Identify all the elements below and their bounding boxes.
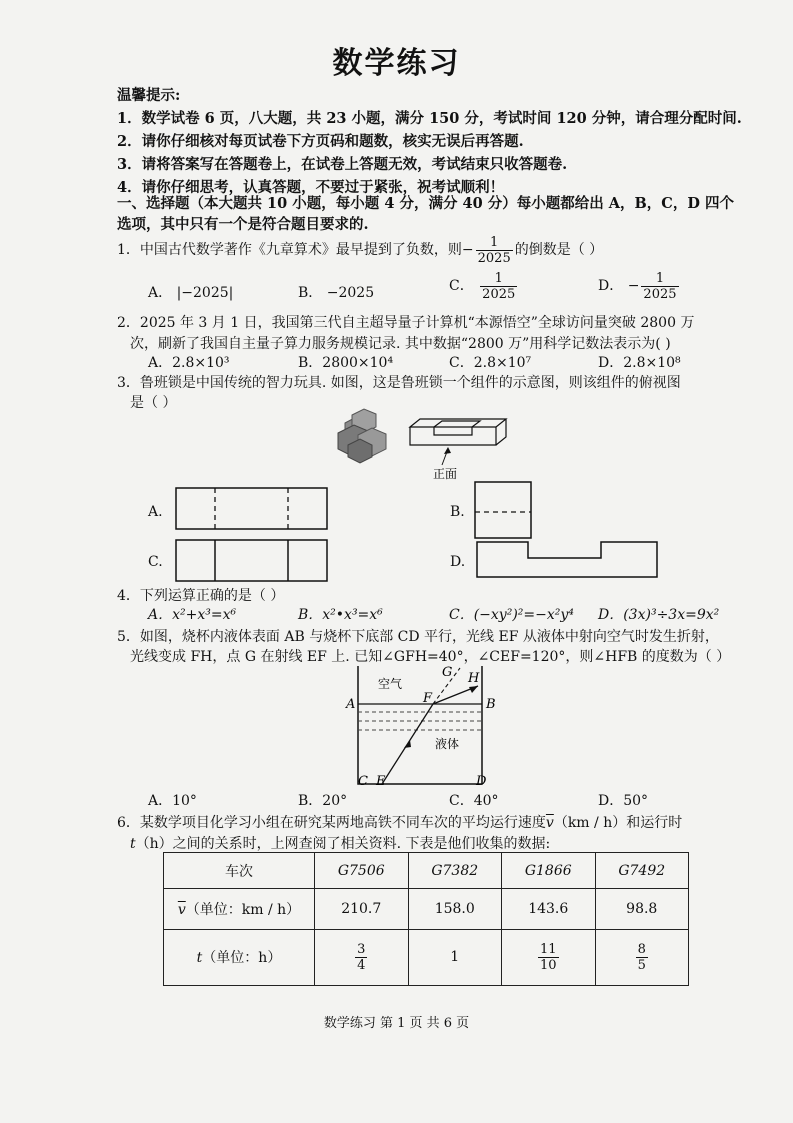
q1-frac-den: 2025 [477, 250, 511, 266]
q4-option-c[interactable]: C．(−xy²)²=−x²y⁴ [449, 607, 574, 623]
q1-option-a[interactable] [148, 282, 233, 302]
q2-line1: 2．2025 年 3 月 1 日，我国第三代自主超导量子计算机“本源悟空”全球访问量突破 2800 万 [117, 315, 695, 331]
q1-d-label: D． [598, 278, 624, 294]
row-t-symbol: t [196, 950, 203, 967]
point-d-label: D [476, 774, 487, 789]
q1-a-value: |−2025| [176, 285, 234, 301]
q3-figure [330, 405, 530, 485]
cell-t-g7492-den: 5 [637, 957, 646, 973]
q6-line1 [117, 812, 682, 832]
q5-line1: 5．如图，烧杯内液体表面 AB 与烧杯下底部 CD 平行，光线 EF 从液体中射向空气时发生折射， [117, 629, 719, 645]
q1-frac-num: 1 [476, 235, 513, 251]
tip-1: 1．数学试卷 6 页，八大题，共 23 小题，满分 150 分，考试时间 120 分钟，请合理分配时间. [117, 110, 742, 127]
ray-ef-arrow [404, 740, 411, 748]
q2-line2: 次，刷新了我国自主量子算力服务规模记录. 其中数据“2800 万”用科学记数法表示为( ) [130, 336, 671, 352]
q3-line2: 是（ ） [130, 395, 177, 411]
cell-t-g7382: 1 [408, 929, 502, 985]
q6-line2 [130, 833, 550, 853]
tips-heading: 温馨提示: [117, 87, 181, 104]
component-3d [410, 419, 506, 445]
q1-b-value: −2025 [326, 285, 375, 301]
q6-data-table [163, 852, 689, 986]
q3-option-a-label[interactable]: A. [148, 504, 163, 520]
q3-option-d-figure[interactable] [476, 539, 661, 581]
tip-4: 4．请你仔细思考，认真答题，不要过于紧张，祝考试顺利！ [117, 179, 505, 196]
cell-t-g1866-den: 10 [539, 957, 557, 973]
header-g1866: G1866 [502, 853, 596, 889]
header-g7382: G7382 [408, 853, 502, 889]
q3-option-c-label[interactable]: C. [148, 554, 163, 570]
table-header-row [164, 853, 689, 889]
q1-c-num: 1 [480, 271, 517, 287]
q2-option-a[interactable]: A．2.8×10³ [148, 355, 230, 371]
cell-v-g7492: 98.8 [595, 889, 689, 929]
row-v-symbol: $\overline{v}$ [177, 901, 186, 918]
q2-option-b[interactable]: B．2800×10⁴ [298, 355, 394, 371]
luban-lock-3d-image [338, 409, 386, 463]
header-train: 车次 [164, 853, 315, 889]
q3-option-c-figure[interactable] [175, 539, 331, 585]
header-g7492: G7492 [595, 853, 689, 889]
cell-t-g7492 [595, 929, 689, 985]
q4-option-d[interactable]: D．(3x)³÷3x=9x² [598, 607, 720, 623]
tip-3: 3．请将答案写在答题卷上，在试卷上答题无效，考试结束只收答题卷. [117, 156, 568, 173]
row-v-label [164, 889, 315, 929]
section1-line1: 一、选择题（本大题共 10 小题，每小题 4 分，满分 40 分）每小题都给出 A，B，C，D 四个 [117, 195, 734, 212]
q1-stem [117, 232, 603, 268]
front-label: 正面 [433, 467, 458, 481]
cell-t-g7506-num: 3 [357, 941, 366, 957]
q2-option-c[interactable]: C．2.8×10⁷ [449, 355, 532, 371]
q6-line2-text: （h）之间的关系时，上网查阅了相关资料. 下表是他们收集的数据: [135, 836, 551, 852]
cell-t-g1866-num: 11 [539, 941, 557, 957]
cell-v-g7506: 210.7 [315, 889, 409, 929]
q3-option-d-label[interactable]: D. [450, 554, 466, 570]
air-label: 空气 [378, 677, 403, 691]
cell-t-g7506-den: 4 [357, 957, 366, 973]
q2-option-d[interactable]: D．2.8×10⁸ [598, 355, 681, 371]
row-t-unit: （单位：h） [202, 950, 282, 967]
q3-option-b-label[interactable]: B. [450, 504, 465, 520]
q1-fraction [476, 235, 513, 266]
point-a-label: A [346, 697, 356, 712]
point-g-label: G [442, 665, 453, 680]
tip-2: 2．请你仔细核对每页试卷下方页码和题数，核实无误后再答题. [117, 133, 524, 150]
q1-d-fraction [641, 271, 678, 302]
liquid-label: 液体 [435, 737, 460, 751]
q6-v-symbol: $\overline{v}$ [545, 815, 554, 831]
liquid-hatch [358, 712, 482, 730]
q1-option-d[interactable] [598, 268, 681, 304]
q4-stem: 4．下列运算正确的是（ ） [117, 588, 285, 604]
cell-t-g7492-num: 8 [637, 941, 646, 957]
q1-option-b[interactable] [298, 282, 374, 302]
q1-stem-text: 1．中国古代数学著作《九章算术》最早提到了负数，则 [117, 242, 462, 258]
q1-d-num: 1 [641, 271, 678, 287]
q3-line1: 3．鲁班锁是中国传统的智力玩具. 如图，这是鲁班锁一个组件的示意图，则该组件的俯视图 [117, 375, 681, 391]
q3-option-b-figure[interactable] [474, 481, 534, 541]
q1-d-neg: − [627, 278, 640, 294]
q1-b-label: B． [298, 285, 323, 301]
cell-v-g1866: 143.6 [502, 889, 596, 929]
q1-neg-sign: − [461, 242, 474, 258]
q6-line1-text: 6．某数学项目化学习小组在研究某两地高铁不同车次的平均运行速度 [117, 815, 546, 831]
point-b-label: B [486, 697, 496, 712]
ray-fh-arrow [469, 686, 478, 693]
q6-t-symbol: t [130, 836, 136, 852]
point-e-label: E [376, 774, 386, 789]
q4-option-b[interactable]: B．x²•x³=x⁶ [298, 607, 383, 623]
front-arrow [442, 447, 451, 465]
q1-a-label: A． [148, 285, 173, 301]
q5-option-c[interactable]: C．40° [449, 793, 499, 809]
point-h-label: H [468, 671, 480, 686]
section1-line2: 选项，其中只有一个是符合题目要求的. [117, 216, 369, 233]
q1-c-label: C． [449, 278, 474, 294]
q1-d-den: 2025 [643, 286, 677, 302]
table-row-time [164, 929, 689, 985]
q5-option-d[interactable]: D．50° [598, 793, 649, 809]
q5-option-b[interactable]: B．20° [298, 793, 348, 809]
q1-c-fraction [480, 271, 517, 302]
q1-stem-end: 的倒数是（ ） [514, 242, 604, 258]
header-g7506: G7506 [315, 853, 409, 889]
q5-beaker-figure [345, 660, 505, 790]
q3-option-a-figure[interactable] [175, 487, 331, 533]
row-v-unit: （单位：km / h） [185, 901, 301, 918]
q4-option-a[interactable]: A．x²+x³=x⁶ [148, 607, 237, 623]
table-row-speed [164, 889, 689, 929]
q1-option-c[interactable] [449, 268, 519, 304]
point-f-label: F [423, 691, 433, 706]
q1-c-den: 2025 [482, 286, 516, 302]
q5-option-a[interactable]: A．10° [148, 793, 197, 809]
page-title: 数学练习 [332, 46, 461, 81]
q5-line2: 光线变成 FH，点 G 在射线 EF 上. 已知∠GFH=40°，∠CEF=120°，则∠HFB 的度数为（ ） [130, 649, 731, 665]
page-footer: 数学练习 第 1 页 共 6 页 [323, 1016, 470, 1031]
cell-t-g1866 [502, 929, 596, 985]
point-c-label: C [358, 774, 368, 789]
cell-t-g7506 [315, 929, 409, 985]
cell-v-g7382: 158.0 [408, 889, 502, 929]
row-t-label [164, 929, 315, 985]
q6-line1-end: （km / h）和运行时 [553, 815, 683, 831]
